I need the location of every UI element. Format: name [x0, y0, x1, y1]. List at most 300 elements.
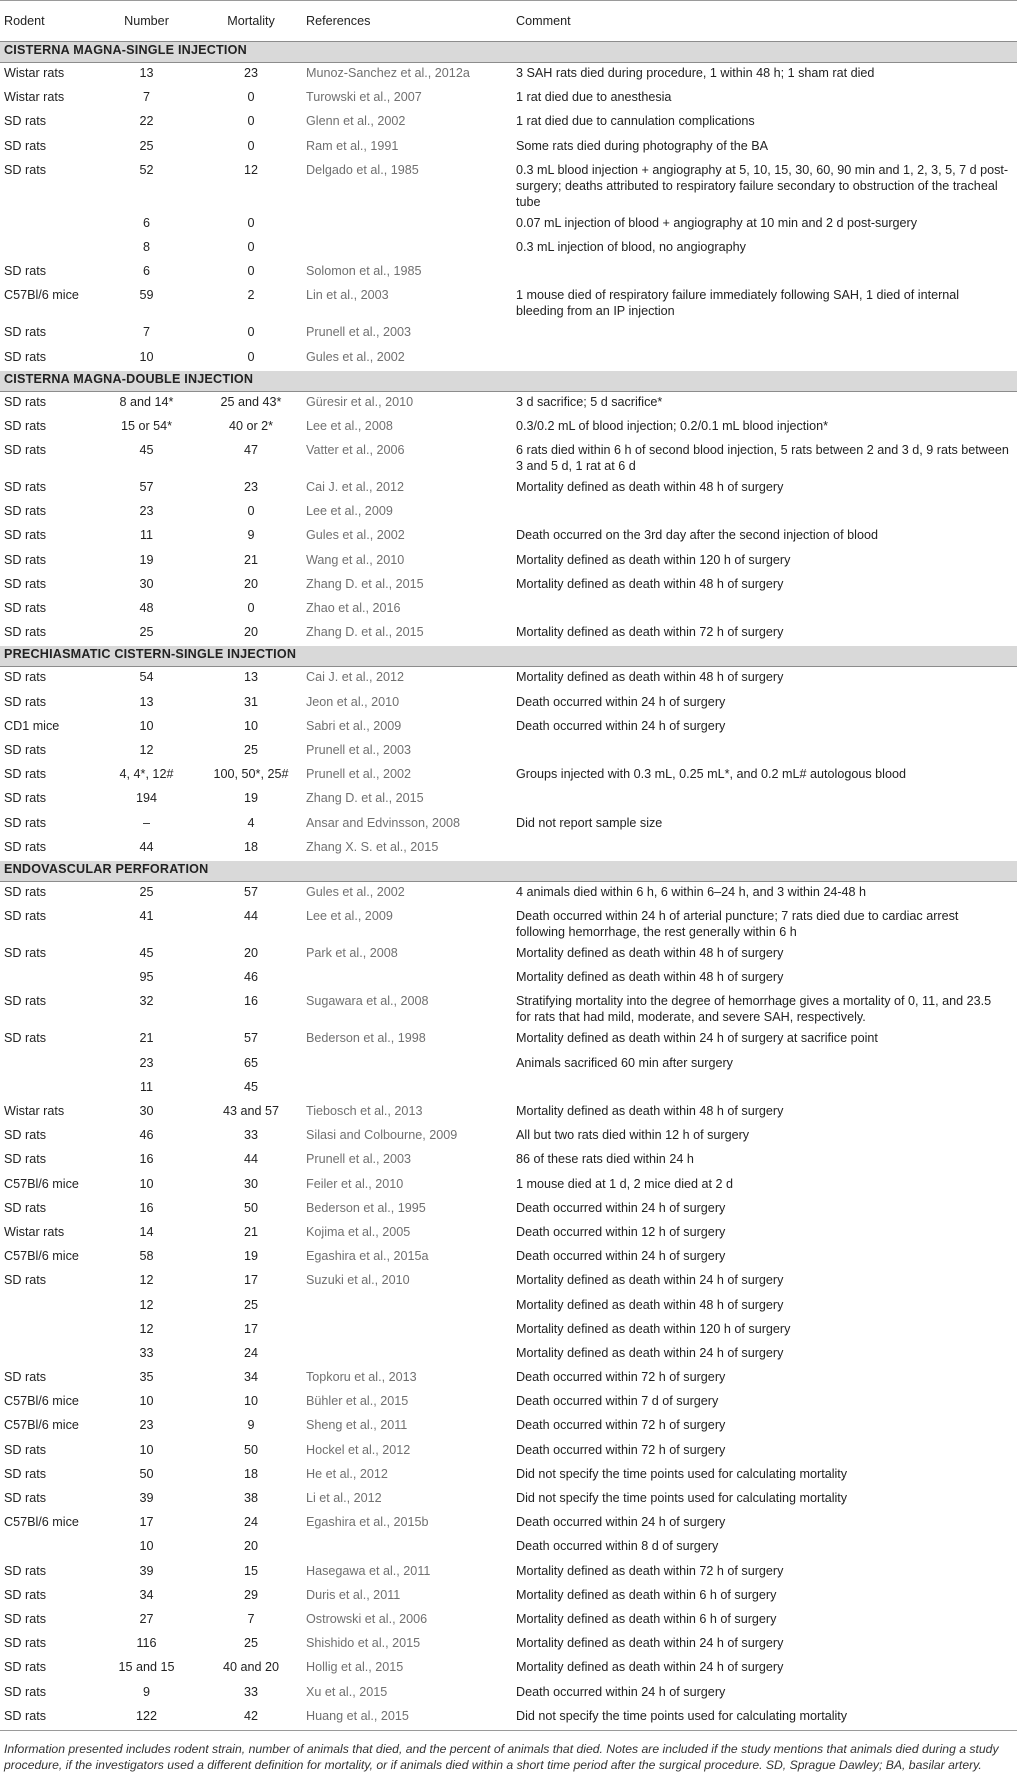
- number-cell: 10: [97, 1536, 196, 1560]
- comment-cell: 1 rat died due to anesthesia: [516, 87, 1017, 111]
- rodent-cell: C57Bl/6 mice: [0, 1173, 97, 1197]
- number-cell: 12: [97, 739, 196, 763]
- reference-cell: Kojima et al., 2005: [306, 1221, 516, 1245]
- comment-cell: Mortality defined as death within 48 h of surgery: [516, 573, 1017, 597]
- number-cell: 52: [97, 159, 196, 212]
- mortality-cell: 57: [196, 881, 306, 905]
- table-row: [0, 1536, 1017, 1560]
- reference-cell: Vatter et al., 2006: [306, 440, 516, 477]
- section-title: ENDOVASCULAR PERFORATION: [0, 860, 1017, 881]
- reference-cell: Hockel et al., 2012: [306, 1439, 516, 1463]
- rodent-cell: SD rats: [0, 906, 97, 943]
- rodent-cell: SD rats: [0, 549, 97, 573]
- number-cell: 22: [97, 111, 196, 135]
- comment-cell: 4 animals died within 6 h, 6 within 6–24 h, and 3 within 24-48 h: [516, 881, 1017, 905]
- rodent-cell: C57Bl/6 mice: [0, 1512, 97, 1536]
- rodent-cell: SD rats: [0, 135, 97, 159]
- number-cell: 23: [97, 1415, 196, 1439]
- rodent-cell: C57Bl/6 mice: [0, 1415, 97, 1439]
- rodent-cell: SD rats: [0, 159, 97, 212]
- mortality-cell: 47: [196, 440, 306, 477]
- table-row: [0, 285, 1017, 322]
- reference-cell: Sabri et al., 2009: [306, 715, 516, 739]
- comment-cell: Mortality defined as death within 48 h of surgery: [516, 1101, 1017, 1125]
- rodent-cell: SD rats: [0, 1028, 97, 1052]
- comment-cell: [516, 346, 1017, 370]
- header-references: References: [306, 1, 516, 42]
- comment-cell: Death occurred within 72 h of surgery: [516, 1415, 1017, 1439]
- number-cell: 17: [97, 1512, 196, 1536]
- table-row: [0, 1076, 1017, 1100]
- table-row: [0, 1391, 1017, 1415]
- number-cell: 50: [97, 1463, 196, 1487]
- number-cell: 15 or 54*: [97, 415, 196, 439]
- table-row: [0, 1608, 1017, 1632]
- comment-cell: Mortality defined as death within 24 h of surgery: [516, 1270, 1017, 1294]
- number-cell: 41: [97, 906, 196, 943]
- mortality-cell: 19: [196, 788, 306, 812]
- table-row: [0, 1560, 1017, 1584]
- comment-cell: Mortality defined as death within 72 h of surgery: [516, 1560, 1017, 1584]
- reference-cell: Zhang X. S. et al., 2015: [306, 836, 516, 860]
- reference-cell: Huang et al., 2015: [306, 1705, 516, 1729]
- mortality-cell: 40 and 20: [196, 1657, 306, 1681]
- section-header: [0, 370, 1017, 391]
- rodent-cell: SD rats: [0, 477, 97, 501]
- rodent-cell: SD rats: [0, 111, 97, 135]
- mortality-cell: 34: [196, 1367, 306, 1391]
- rodent-cell: SD rats: [0, 1197, 97, 1221]
- table-row: [0, 1221, 1017, 1245]
- comment-cell: Mortality defined as death within 6 h of surgery: [516, 1608, 1017, 1632]
- rodent-cell: [0, 236, 97, 260]
- table-row: [0, 135, 1017, 159]
- table-row: [0, 525, 1017, 549]
- rodent-cell: SD rats: [0, 261, 97, 285]
- mortality-cell: 20: [196, 1536, 306, 1560]
- table-row: [0, 598, 1017, 622]
- mortality-cell: 38: [196, 1488, 306, 1512]
- table-row: [0, 346, 1017, 370]
- rodent-cell: SD rats: [0, 622, 97, 646]
- mortality-cell: 0: [196, 322, 306, 346]
- reference-cell: Bühler et al., 2015: [306, 1391, 516, 1415]
- comment-cell: Death occurred within 24 h of surgery: [516, 1681, 1017, 1705]
- mortality-cell: 0: [196, 111, 306, 135]
- rodent-cell: SD rats: [0, 322, 97, 346]
- comment-cell: [516, 1076, 1017, 1100]
- table-row: [0, 1439, 1017, 1463]
- section-header: [0, 860, 1017, 881]
- comment-cell: Did not specify the time points used for calculating mortality: [516, 1463, 1017, 1487]
- reference-cell: Gules et al., 2002: [306, 881, 516, 905]
- number-cell: 10: [97, 1391, 196, 1415]
- reference-cell: Sheng et al., 2011: [306, 1415, 516, 1439]
- comment-cell: Mortality defined as death within 48 h of surgery: [516, 1294, 1017, 1318]
- reference-cell: Egashira et al., 2015b: [306, 1512, 516, 1536]
- mortality-cell: 23: [196, 63, 306, 87]
- rodent-cell: SD rats: [0, 1560, 97, 1584]
- number-cell: 11: [97, 525, 196, 549]
- table-row: [0, 739, 1017, 763]
- number-cell: 39: [97, 1488, 196, 1512]
- reference-cell: Duris et al., 2011: [306, 1584, 516, 1608]
- rodent-cell: C57Bl/6 mice: [0, 1391, 97, 1415]
- mortality-cell: 25: [196, 1633, 306, 1657]
- reference-cell: Munoz-Sanchez et al., 2012a: [306, 63, 516, 87]
- table-row: [0, 415, 1017, 439]
- comment-cell: All but two rats died within 12 h of surgery: [516, 1125, 1017, 1149]
- mortality-cell: 33: [196, 1125, 306, 1149]
- comment-cell: Mortality defined as death within 48 h of surgery: [516, 967, 1017, 991]
- mortality-cell: 33: [196, 1681, 306, 1705]
- reference-cell: Glenn et al., 2002: [306, 111, 516, 135]
- number-cell: 16: [97, 1149, 196, 1173]
- number-cell: 58: [97, 1246, 196, 1270]
- mortality-cell: 46: [196, 967, 306, 991]
- mortality-cell: 57: [196, 1028, 306, 1052]
- number-cell: 16: [97, 1197, 196, 1221]
- number-cell: 10: [97, 715, 196, 739]
- number-cell: 9: [97, 1681, 196, 1705]
- table-row: [0, 667, 1017, 691]
- reference-cell: Tiebosch et al., 2013: [306, 1101, 516, 1125]
- comment-cell: [516, 788, 1017, 812]
- reference-cell: Egashira et al., 2015a: [306, 1246, 516, 1270]
- table-row: [0, 477, 1017, 501]
- number-cell: 44: [97, 836, 196, 860]
- rodent-cell: [0, 1318, 97, 1342]
- table-row: [0, 236, 1017, 260]
- table-row: [0, 1633, 1017, 1657]
- number-cell: 46: [97, 1125, 196, 1149]
- number-cell: 14: [97, 1221, 196, 1245]
- rodent-cell: SD rats: [0, 812, 97, 836]
- table-row: [0, 991, 1017, 1028]
- comment-cell: Death occurred within 24 h of surgery: [516, 1197, 1017, 1221]
- table-row: [0, 715, 1017, 739]
- comment-cell: 1 mouse died of respiratory failure immediately following SAH, 1 died of internal bleeding from an IP injection: [516, 285, 1017, 322]
- mortality-cell: 0: [196, 501, 306, 525]
- rodent-cell: SD rats: [0, 1270, 97, 1294]
- comment-cell: Did not specify the time points used for calculating mortality: [516, 1705, 1017, 1729]
- table-row: [0, 87, 1017, 111]
- rodent-cell: Wistar rats: [0, 63, 97, 87]
- rodent-cell: SD rats: [0, 346, 97, 370]
- rodent-cell: SD rats: [0, 1439, 97, 1463]
- section-title: CISTERNA MAGNA-SINGLE INJECTION: [0, 42, 1017, 63]
- table-row: [0, 1705, 1017, 1729]
- mortality-cell: 0: [196, 261, 306, 285]
- rodent-cell: [0, 1342, 97, 1366]
- rodent-cell: Wistar rats: [0, 1221, 97, 1245]
- mortality-cell: 9: [196, 1415, 306, 1439]
- table-row: [0, 1197, 1017, 1221]
- comment-cell: 0.3/0.2 mL of blood injection; 0.2/0.1 mL blood injection*: [516, 415, 1017, 439]
- mortality-cell: 50: [196, 1439, 306, 1463]
- section-header: [0, 646, 1017, 667]
- mortality-cell: 24: [196, 1342, 306, 1366]
- rodent-cell: [0, 967, 97, 991]
- mortality-cell: 100, 50*, 25#: [196, 764, 306, 788]
- number-cell: 12: [97, 1318, 196, 1342]
- table-body: [0, 42, 1017, 1730]
- comment-cell: Death occurred within 12 h of surgery: [516, 1221, 1017, 1245]
- reference-cell: Ram et al., 1991: [306, 135, 516, 159]
- number-cell: 116: [97, 1633, 196, 1657]
- mortality-cell: 7: [196, 1608, 306, 1632]
- header-rodent: Rodent: [0, 1, 97, 42]
- rodent-cell: SD rats: [0, 1633, 97, 1657]
- rodent-cell: SD rats: [0, 991, 97, 1028]
- comment-cell: Mortality defined as death within 24 h of surgery: [516, 1633, 1017, 1657]
- mortality-cell: 40 or 2*: [196, 415, 306, 439]
- mortality-cell: 25: [196, 1294, 306, 1318]
- comment-cell: [516, 836, 1017, 860]
- reference-cell: He et al., 2012: [306, 1463, 516, 1487]
- table-row: [0, 1270, 1017, 1294]
- header-number: Number: [97, 1, 196, 42]
- number-cell: 57: [97, 477, 196, 501]
- comment-cell: Death occurred within 24 h of surgery: [516, 691, 1017, 715]
- table-row: [0, 1488, 1017, 1512]
- rodent-cell: [0, 212, 97, 236]
- table-row: [0, 261, 1017, 285]
- comment-cell: Mortality defined as death within 48 h of surgery: [516, 943, 1017, 967]
- number-cell: 95: [97, 967, 196, 991]
- reference-cell: Güresir et al., 2010: [306, 391, 516, 415]
- reference-cell: [306, 1536, 516, 1560]
- mortality-cell: 12: [196, 159, 306, 212]
- reference-cell: Suzuki et al., 2010: [306, 1270, 516, 1294]
- rodent-cell: SD rats: [0, 1367, 97, 1391]
- comment-cell: Did not report sample size: [516, 812, 1017, 836]
- mortality-cell: 4: [196, 812, 306, 836]
- comment-cell: 86 of these rats died within 24 h: [516, 1149, 1017, 1173]
- rodent-cell: SD rats: [0, 943, 97, 967]
- rodent-cell: SD rats: [0, 1125, 97, 1149]
- reference-cell: Lee et al., 2009: [306, 906, 516, 943]
- table-row: [0, 881, 1017, 905]
- number-cell: 6: [97, 212, 196, 236]
- rodent-cell: SD rats: [0, 881, 97, 905]
- number-cell: 23: [97, 1052, 196, 1076]
- number-cell: 30: [97, 573, 196, 597]
- mortality-cell: 2: [196, 285, 306, 322]
- number-cell: 21: [97, 1028, 196, 1052]
- mortality-cell: 17: [196, 1318, 306, 1342]
- rodent-cell: [0, 1536, 97, 1560]
- table-row: [0, 764, 1017, 788]
- table-row: [0, 1367, 1017, 1391]
- rodent-cell: SD rats: [0, 788, 97, 812]
- rodent-cell: C57Bl/6 mice: [0, 1246, 97, 1270]
- number-cell: 39: [97, 1560, 196, 1584]
- number-cell: –: [97, 812, 196, 836]
- number-cell: 27: [97, 1608, 196, 1632]
- table-footnote: Information presented includes rodent strain, number of animals that died, and the percent of animals that died. Notes are included if the study mentions that animals died during a study procedure, if the investigators used a different definition for mortality, or if animals died within a short time period after the surgical procedure. SD, Sprague Dawley; BA, basilar artery.: [0, 1730, 1017, 1773]
- rodent-cell: SD rats: [0, 391, 97, 415]
- mortality-cell: 21: [196, 1221, 306, 1245]
- reference-cell: [306, 967, 516, 991]
- number-cell: 13: [97, 691, 196, 715]
- reference-cell: Gules et al., 2002: [306, 525, 516, 549]
- reference-cell: Sugawara et al., 2008: [306, 991, 516, 1028]
- comment-cell: Animals sacrificed 60 min after surgery: [516, 1052, 1017, 1076]
- comment-cell: 3 d sacrifice; 5 d sacrifice*: [516, 391, 1017, 415]
- comment-cell: Mortality defined as death within 48 h of surgery: [516, 667, 1017, 691]
- table-row: [0, 1173, 1017, 1197]
- reference-cell: Ostrowski et al., 2006: [306, 1608, 516, 1632]
- reference-cell: Lee et al., 2009: [306, 501, 516, 525]
- table-row: [0, 622, 1017, 646]
- number-cell: 30: [97, 1101, 196, 1125]
- comment-cell: 3 SAH rats died during procedure, 1 within 48 h; 1 sham rat died: [516, 63, 1017, 87]
- reference-cell: [306, 1052, 516, 1076]
- mortality-cell: 10: [196, 715, 306, 739]
- rodent-cell: SD rats: [0, 1657, 97, 1681]
- table-row: [0, 1294, 1017, 1318]
- number-cell: 7: [97, 87, 196, 111]
- comment-cell: Death occurred within 24 h of surgery: [516, 1246, 1017, 1270]
- number-cell: 12: [97, 1294, 196, 1318]
- table-row: [0, 1052, 1017, 1076]
- header-mortality: Mortality: [196, 1, 306, 42]
- reference-cell: Cai J. et al., 2012: [306, 667, 516, 691]
- reference-cell: Bederson et al., 1998: [306, 1028, 516, 1052]
- comment-cell: 1 rat died due to cannulation complications: [516, 111, 1017, 135]
- mortality-cell: 24: [196, 1512, 306, 1536]
- number-cell: 10: [97, 1173, 196, 1197]
- comment-cell: 0.3 mL injection of blood, no angiography: [516, 236, 1017, 260]
- number-cell: 59: [97, 285, 196, 322]
- comment-cell: Mortality defined as death within 24 h of surgery at sacrifice point: [516, 1028, 1017, 1052]
- table-row: [0, 691, 1017, 715]
- rodent-cell: SD rats: [0, 1463, 97, 1487]
- table-row: [0, 1125, 1017, 1149]
- rodent-cell: SD rats: [0, 739, 97, 763]
- number-cell: 122: [97, 1705, 196, 1729]
- reference-cell: Zhang D. et al., 2015: [306, 622, 516, 646]
- comment-cell: Mortality defined as death within 24 h of surgery: [516, 1657, 1017, 1681]
- section-title: PRECHIASMATIC CISTERN-SINGLE INJECTION: [0, 646, 1017, 667]
- comment-cell: Death occurred within 7 d of surgery: [516, 1391, 1017, 1415]
- mortality-cell: 30: [196, 1173, 306, 1197]
- reference-cell: [306, 1294, 516, 1318]
- table-row: [0, 391, 1017, 415]
- mortality-cell: 20: [196, 622, 306, 646]
- mortality-cell: 29: [196, 1584, 306, 1608]
- number-cell: 6: [97, 261, 196, 285]
- number-cell: 4, 4*, 12#: [97, 764, 196, 788]
- reference-cell: Wang et al., 2010: [306, 549, 516, 573]
- reference-cell: [306, 212, 516, 236]
- mortality-cell: 44: [196, 906, 306, 943]
- comment-cell: Death occurred within 72 h of surgery: [516, 1439, 1017, 1463]
- number-cell: 8 and 14*: [97, 391, 196, 415]
- rodent-cell: SD rats: [0, 764, 97, 788]
- number-cell: 25: [97, 135, 196, 159]
- table-row: [0, 501, 1017, 525]
- mortality-cell: 23: [196, 477, 306, 501]
- rodent-cell: SD rats: [0, 667, 97, 691]
- number-cell: 25: [97, 881, 196, 905]
- comment-cell: Death occurred within 72 h of surgery: [516, 1367, 1017, 1391]
- comment-cell: Did not specify the time points used for calculating mortality: [516, 1488, 1017, 1512]
- rodent-cell: Wistar rats: [0, 1101, 97, 1125]
- mortality-cell: 43 and 57: [196, 1101, 306, 1125]
- comment-cell: Mortality defined as death within 72 h of surgery: [516, 622, 1017, 646]
- comment-cell: 6 rats died within 6 h of second blood injection, 5 rats between 2 and 3 d, 9 rats between 3 and 5 d, 1 rat at 6 d: [516, 440, 1017, 477]
- table-row: [0, 943, 1017, 967]
- reference-cell: Shishido et al., 2015: [306, 1633, 516, 1657]
- rodent-cell: SD rats: [0, 525, 97, 549]
- number-cell: 8: [97, 236, 196, 260]
- reference-cell: Hollig et al., 2015: [306, 1657, 516, 1681]
- reference-cell: Li et al., 2012: [306, 1488, 516, 1512]
- mortality-cell: 19: [196, 1246, 306, 1270]
- reference-cell: Zhang D. et al., 2015: [306, 573, 516, 597]
- mortality-cell: 9: [196, 525, 306, 549]
- mortality-cell: 45: [196, 1076, 306, 1100]
- rodent-cell: SD rats: [0, 415, 97, 439]
- comment-cell: Mortality defined as death within 120 h of surgery: [516, 1318, 1017, 1342]
- reference-cell: Prunell et al., 2003: [306, 1149, 516, 1173]
- comment-cell: Death occurred within 24 h of surgery: [516, 1512, 1017, 1536]
- reference-cell: Cai J. et al., 2012: [306, 477, 516, 501]
- rodent-cell: SD rats: [0, 1705, 97, 1729]
- mortality-cell: 18: [196, 836, 306, 860]
- rodent-cell: SD rats: [0, 836, 97, 860]
- rodent-cell: [0, 1294, 97, 1318]
- mortality-cell: 0: [196, 212, 306, 236]
- comment-cell: Death occurred on the 3rd day after the second injection of blood: [516, 525, 1017, 549]
- reference-cell: Solomon et al., 1985: [306, 261, 516, 285]
- reference-cell: [306, 1076, 516, 1100]
- rodent-cell: SD rats: [0, 598, 97, 622]
- rodent-cell: SD rats: [0, 1488, 97, 1512]
- number-cell: 48: [97, 598, 196, 622]
- number-cell: 7: [97, 322, 196, 346]
- table-row: [0, 573, 1017, 597]
- mortality-cell: 42: [196, 1705, 306, 1729]
- table-row: [0, 788, 1017, 812]
- mortality-cell: 15: [196, 1560, 306, 1584]
- reference-cell: Bederson et al., 1995: [306, 1197, 516, 1221]
- rodent-cell: SD rats: [0, 1149, 97, 1173]
- table-row: [0, 1512, 1017, 1536]
- comment-cell: [516, 322, 1017, 346]
- rodent-cell: CD1 mice: [0, 715, 97, 739]
- reference-cell: Feiler et al., 2010: [306, 1173, 516, 1197]
- reference-cell: Lin et al., 2003: [306, 285, 516, 322]
- number-cell: 10: [97, 1439, 196, 1463]
- table-row: [0, 967, 1017, 991]
- number-cell: 194: [97, 788, 196, 812]
- rodent-cell: SD rats: [0, 501, 97, 525]
- comment-cell: Death occurred within 24 h of surgery: [516, 715, 1017, 739]
- table-row: [0, 111, 1017, 135]
- table-row: [0, 906, 1017, 943]
- number-cell: 35: [97, 1367, 196, 1391]
- table-row: [0, 440, 1017, 477]
- mortality-cell: 20: [196, 573, 306, 597]
- number-cell: 45: [97, 440, 196, 477]
- reference-cell: Ansar and Edvinsson, 2008: [306, 812, 516, 836]
- mortality-cell: 18: [196, 1463, 306, 1487]
- mortality-cell: 16: [196, 991, 306, 1028]
- table-row: [0, 1463, 1017, 1487]
